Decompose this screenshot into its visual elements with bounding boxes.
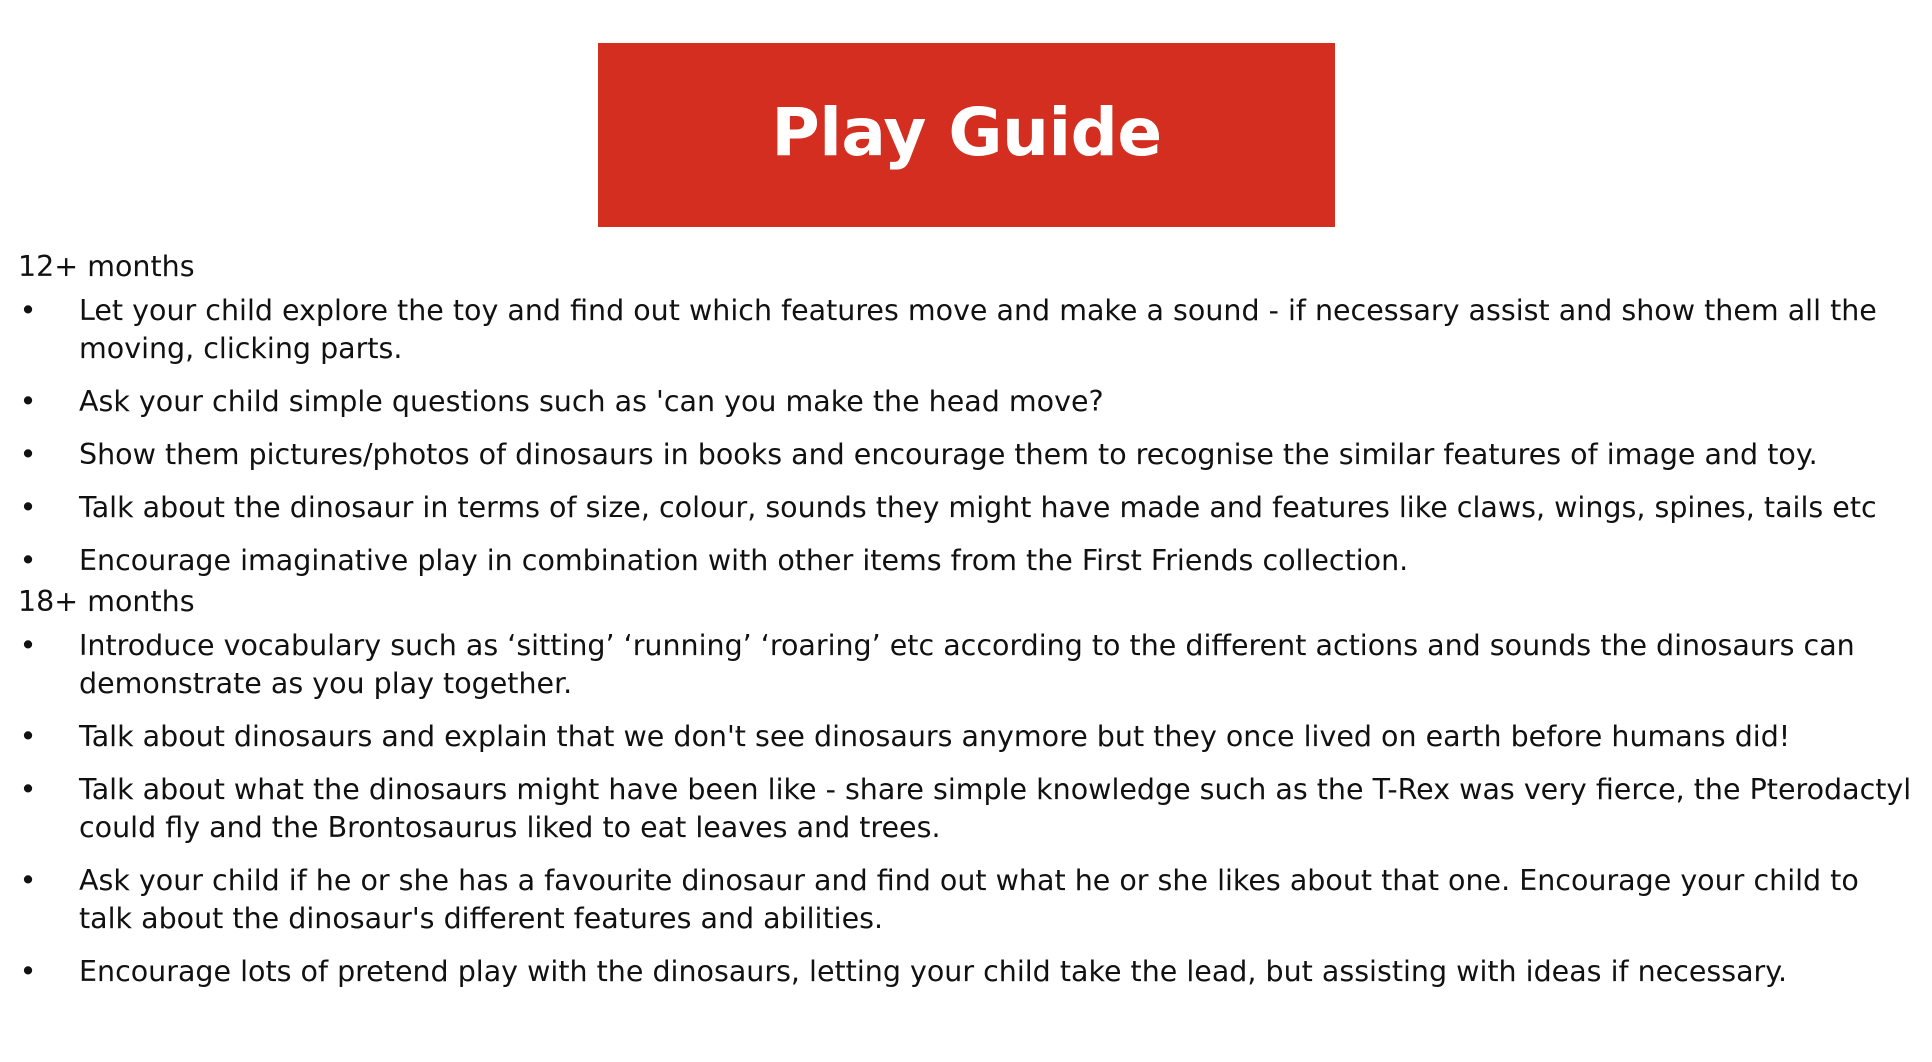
- list-item: [18, 436, 1918, 474]
- tips-list: [18, 627, 1918, 991]
- list-item-text: Encourage imaginative play in combination with other items from the First Friends collection.: [79, 544, 1409, 577]
- play-guide-banner: [598, 43, 1335, 227]
- bullet-icon: •: [19, 491, 37, 524]
- bullet-icon: •: [19, 773, 37, 806]
- list-item: [18, 383, 1918, 421]
- bullet-icon: •: [19, 864, 37, 897]
- list-item-text: Talk about dinosaurs and explain that we don't see dinosaurs anymore but they once lived on earth before humans did!: [79, 720, 1791, 753]
- bullet-icon: •: [19, 955, 37, 988]
- section-heading: 12+ months: [18, 250, 195, 283]
- list-item: [18, 953, 1918, 991]
- bullet-icon: •: [19, 720, 37, 753]
- list-item-text: Ask your child simple questions such as 'can you make the head move?: [79, 385, 1104, 418]
- list-item: [18, 862, 1918, 938]
- bullet-icon: •: [19, 629, 37, 662]
- list-item-text: Talk about what the dinosaurs might have been like - share simple knowledge such as the T-Rex was very fierce, the Pterodactyl could fly and the Brontosaurus liked to eat leaves and trees.: [79, 773, 1912, 844]
- bullet-icon: •: [19, 294, 37, 327]
- tips-list: [18, 292, 1918, 580]
- bullet-icon: •: [19, 385, 37, 418]
- list-item: [18, 489, 1918, 527]
- list-item: [18, 542, 1918, 580]
- section-12-months: [18, 248, 1918, 580]
- guide-content: [18, 248, 1918, 1006]
- list-item: [18, 771, 1918, 847]
- list-item-text: Encourage lots of pretend play with the dinosaurs, letting your child take the lead, but assisting with ideas if necessary.: [79, 955, 1788, 988]
- list-item-text: Introduce vocabulary such as ‘sitting’ ‘running’ ‘roaring’ etc according to the different actions and sounds the dinosaurs can demonstrate as you play together.: [79, 629, 1855, 700]
- list-item-text: Ask your child if he or she has a favourite dinosaur and find out what he or she likes about that one. Encourage your child to talk about the dinosaur's different features and abilities.: [79, 864, 1859, 935]
- bullet-icon: •: [19, 438, 37, 471]
- list-item-text: Show them pictures/photos of dinosaurs in books and encourage them to recognise the similar features of image and toy.: [79, 438, 1818, 471]
- section-heading: 18+ months: [18, 585, 195, 618]
- list-item-text: Talk about the dinosaur in terms of size, colour, sounds they might have made and features like claws, wings, spines, tails etc: [79, 491, 1877, 524]
- section-18-months: [18, 583, 1918, 991]
- list-item-text: Let your child explore the toy and find out which features move and make a sound - if necessary assist and show them all the moving, clicking parts.: [79, 294, 1877, 365]
- list-item: [18, 718, 1918, 756]
- banner-title: Play Guide: [771, 94, 1162, 171]
- bullet-icon: •: [19, 544, 37, 577]
- list-item: [18, 292, 1918, 368]
- list-item: [18, 627, 1918, 703]
